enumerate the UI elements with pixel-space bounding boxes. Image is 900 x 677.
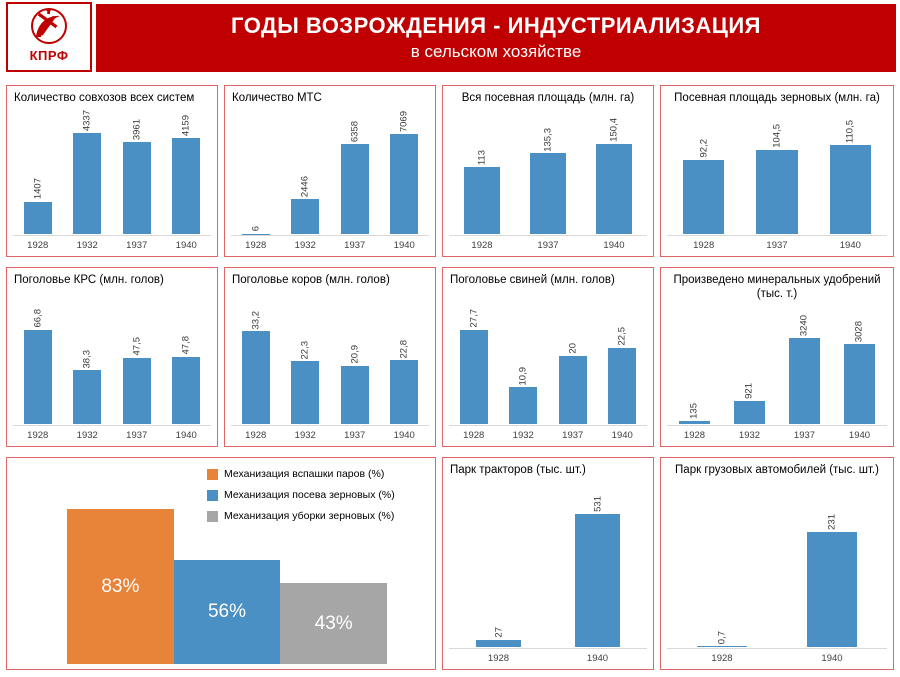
tick-label: 1928 bbox=[463, 430, 485, 441]
chart-title: Посевная площадь зерновых (млн. га) bbox=[674, 92, 880, 104]
bar-group bbox=[548, 312, 598, 424]
chart-mts bbox=[225, 111, 435, 256]
tick-label: 1937 bbox=[562, 430, 584, 441]
chart-title: Количество совхозов всех систем bbox=[14, 92, 195, 104]
slide-header bbox=[0, 0, 900, 76]
axis-line bbox=[13, 235, 211, 236]
axis-line bbox=[449, 648, 647, 649]
bar-value-label: 150,4 bbox=[608, 118, 620, 142]
bar-group bbox=[740, 124, 813, 234]
axis-line bbox=[231, 425, 429, 426]
tick-label: 1932 bbox=[738, 430, 761, 441]
bar-value-label: 66,8 bbox=[32, 309, 43, 328]
chart-title: Произведено минеральных удобрений (тыс. т.) bbox=[673, 274, 881, 301]
axis-line bbox=[231, 235, 429, 236]
bar bbox=[830, 119, 871, 234]
bar bbox=[789, 314, 820, 424]
bar bbox=[683, 139, 724, 234]
bar-value-label: 27,7 bbox=[468, 309, 479, 328]
tick-label: 1940 bbox=[586, 653, 609, 664]
bar bbox=[341, 345, 369, 424]
bar-value-label: 20 bbox=[567, 343, 578, 354]
tick-label: 1937 bbox=[126, 430, 148, 441]
bar-value-label: 4159 bbox=[180, 114, 192, 136]
bar-value-label: 921 bbox=[743, 383, 755, 399]
bar-group bbox=[598, 312, 648, 424]
chart-panel-posevnaya-zerno bbox=[660, 85, 894, 257]
bar bbox=[341, 121, 369, 234]
chart-udobreniya bbox=[661, 314, 893, 446]
tick-label: 1940 bbox=[393, 240, 415, 251]
chart-panel-traktory bbox=[442, 457, 654, 670]
bar-group bbox=[667, 324, 722, 424]
chart-sovkhozy bbox=[7, 110, 217, 256]
chart-posevnaya-vsya bbox=[443, 118, 653, 256]
chart-title: Парк тракторов (тыс. шт.) bbox=[450, 464, 586, 476]
chart-svini bbox=[443, 309, 653, 446]
bar bbox=[172, 336, 200, 424]
tick-label: 1940 bbox=[839, 240, 861, 251]
bar-group bbox=[515, 128, 581, 234]
bar-value-label: 104,5 bbox=[771, 124, 783, 149]
chart-mekhanizaciya bbox=[67, 509, 387, 664]
x-axis-ticks bbox=[449, 651, 647, 666]
tick-label: 1940 bbox=[848, 430, 871, 441]
x-axis-ticks bbox=[667, 428, 887, 443]
chart-panel-mts bbox=[224, 85, 436, 257]
bar-value-label: 1407 bbox=[32, 178, 43, 200]
axis-line bbox=[449, 425, 647, 426]
bar bbox=[291, 176, 319, 234]
kprf-logo bbox=[6, 2, 92, 72]
bar-group bbox=[330, 122, 380, 234]
bar-group bbox=[330, 312, 380, 424]
bar bbox=[679, 403, 710, 424]
bar-value-label: 33,2 bbox=[250, 310, 261, 330]
bar-value-label: 22,5 bbox=[616, 327, 628, 346]
bar-value-label: 113 bbox=[476, 150, 488, 166]
bar-value-label: 47,8 bbox=[180, 336, 192, 355]
bar-group bbox=[112, 119, 162, 234]
tick-label: 1928 bbox=[711, 653, 733, 664]
tick-label: 1928 bbox=[471, 240, 493, 251]
bar-value-label: 531 bbox=[591, 495, 603, 512]
bar bbox=[807, 514, 858, 647]
bar-group bbox=[722, 324, 777, 424]
bar bbox=[67, 509, 174, 664]
bar-value-label: 22,3 bbox=[299, 340, 311, 360]
tick-label: 1940 bbox=[603, 240, 625, 251]
bar-group bbox=[13, 122, 63, 234]
bar-group bbox=[281, 122, 331, 234]
bar bbox=[460, 309, 488, 424]
tick-label: 1932 bbox=[294, 430, 316, 441]
tick-label: 1937 bbox=[793, 430, 816, 441]
tick-label: 1940 bbox=[175, 430, 197, 441]
bar-value-label: 135 bbox=[688, 403, 700, 419]
bar-value-label: 110,5 bbox=[844, 119, 856, 143]
chart-title: Поголовье коров (млн. голов) bbox=[232, 274, 390, 286]
bar-group bbox=[162, 114, 212, 234]
bar bbox=[24, 178, 52, 234]
bar-group bbox=[231, 312, 281, 424]
tick-label: 1928 bbox=[693, 240, 715, 251]
x-axis-ticks bbox=[449, 428, 647, 443]
tick-label: 1932 bbox=[76, 430, 98, 441]
bar-value-label: 231 bbox=[826, 514, 838, 531]
bar-group bbox=[832, 320, 887, 424]
chart-panel-korovy bbox=[224, 267, 436, 447]
bar bbox=[559, 343, 587, 424]
bar-group bbox=[499, 312, 549, 424]
bar-group bbox=[13, 309, 63, 424]
chart-title: Парк грузовых автомобилей (тыс. шт.) bbox=[675, 464, 879, 476]
bar-value-label: 20,9 bbox=[349, 345, 360, 364]
chart-title: Поголовье КРС (млн. голов) bbox=[14, 274, 164, 286]
bar bbox=[596, 118, 633, 234]
bar-value-label: 0,7 bbox=[716, 631, 728, 645]
chart-traktory bbox=[443, 484, 653, 669]
axis-line bbox=[13, 425, 211, 426]
legend-swatch-icon bbox=[207, 490, 218, 501]
bar bbox=[172, 114, 200, 234]
tick-label: 1928 bbox=[245, 430, 267, 441]
hammer-sickle-icon bbox=[26, 7, 72, 47]
bar-group bbox=[548, 492, 647, 647]
bar bbox=[844, 320, 875, 424]
tick-label: 1937 bbox=[766, 240, 788, 251]
bar bbox=[464, 150, 501, 234]
bar-group bbox=[162, 312, 212, 424]
axis-line bbox=[667, 425, 887, 426]
x-axis-ticks bbox=[667, 238, 887, 253]
bar-group bbox=[231, 122, 281, 234]
chart-korovy bbox=[225, 312, 435, 446]
legend-label: Механизация посева зерновых (%) bbox=[224, 489, 395, 501]
tick-label: 1940 bbox=[821, 653, 843, 664]
legend-item bbox=[207, 468, 457, 480]
bar-group bbox=[777, 314, 832, 424]
tick-label: 1932 bbox=[294, 240, 316, 251]
bar bbox=[697, 631, 748, 647]
page-subtitle: в сельском хозяйстве bbox=[410, 41, 582, 61]
bar bbox=[174, 560, 281, 664]
bar-value-label: 92,2 bbox=[697, 139, 709, 158]
bar-group bbox=[112, 312, 162, 424]
x-axis-ticks bbox=[449, 238, 647, 253]
bar-value-label: 27 bbox=[492, 627, 504, 639]
bar bbox=[291, 340, 319, 424]
chart-panel-svini bbox=[442, 267, 654, 447]
legend-label: Механизация уборки зерновых (%) bbox=[224, 510, 395, 522]
tick-label: 1928 bbox=[27, 240, 49, 251]
bar-group bbox=[380, 312, 430, 424]
bar-value-label: 3240 bbox=[798, 314, 810, 336]
legend-swatch-icon bbox=[207, 469, 218, 480]
tick-label: 1928 bbox=[27, 430, 49, 441]
bar-value-label: 3028 bbox=[853, 320, 865, 342]
chart-krs bbox=[7, 309, 217, 446]
bar bbox=[390, 111, 418, 234]
bar-group bbox=[281, 312, 331, 424]
tick-label: 1932 bbox=[76, 240, 98, 251]
bar bbox=[73, 110, 101, 234]
tick-label: 1940 bbox=[175, 240, 197, 251]
bar-group bbox=[814, 119, 887, 234]
bar bbox=[756, 124, 797, 234]
bar bbox=[509, 366, 537, 424]
chart-panel-krs bbox=[6, 267, 218, 447]
legend-label: Механизация вспашки паров (%) bbox=[224, 468, 385, 480]
legend-item bbox=[207, 489, 457, 501]
chart-title: Количество МТС bbox=[232, 92, 322, 104]
chart-title: Вся посевная площадь (млн. га) bbox=[461, 92, 635, 104]
chart-title: Поголовье свиней (млн. голов) bbox=[450, 274, 615, 286]
bar-group bbox=[380, 111, 430, 234]
tick-label: 1937 bbox=[537, 240, 559, 251]
bar-value-label: 56% bbox=[207, 601, 247, 623]
x-axis-ticks bbox=[667, 651, 887, 666]
bar-value-label: 38,3 bbox=[81, 349, 93, 369]
tick-label: 1937 bbox=[344, 430, 366, 441]
bar-group bbox=[67, 509, 174, 664]
chart-gruzoviki bbox=[661, 502, 893, 669]
axis-line bbox=[667, 648, 887, 649]
bar-group bbox=[174, 509, 281, 664]
logo-label: КПРФ bbox=[29, 48, 69, 63]
bar-value-label: 3961 bbox=[131, 119, 142, 141]
bar-group bbox=[449, 128, 515, 234]
bar bbox=[530, 127, 567, 234]
page-title: ГОДЫ ВОЗРОЖДЕНИЯ - ИНДУСТРИАЛИЗАЦИЯ bbox=[231, 13, 761, 39]
bar-value-label: 6358 bbox=[349, 121, 360, 143]
bar-group bbox=[280, 509, 387, 664]
bar-value-label: 47,5 bbox=[131, 337, 142, 356]
chart-posevnaya-zerno bbox=[661, 119, 893, 256]
bar bbox=[242, 310, 270, 424]
bar bbox=[734, 383, 765, 424]
bar-group bbox=[581, 118, 647, 234]
bar-group bbox=[777, 507, 887, 647]
title-banner bbox=[96, 4, 896, 72]
bar bbox=[608, 327, 636, 424]
bar-value-label: 6 bbox=[250, 226, 261, 232]
tick-label: 1937 bbox=[126, 240, 148, 251]
axis-line bbox=[449, 235, 647, 236]
bar bbox=[575, 495, 621, 647]
chart-panel-sovkhozy bbox=[6, 85, 218, 257]
x-axis-ticks bbox=[13, 428, 211, 443]
tick-label: 1928 bbox=[245, 240, 267, 251]
bar bbox=[280, 583, 387, 664]
bar bbox=[24, 309, 52, 424]
bar bbox=[390, 339, 418, 424]
tick-label: 1928 bbox=[487, 653, 510, 664]
bar bbox=[476, 627, 522, 647]
x-axis-ticks bbox=[231, 428, 429, 443]
tick-label: 1940 bbox=[611, 430, 633, 441]
bar-group bbox=[449, 492, 548, 647]
chart-panel-gruzoviki bbox=[660, 457, 894, 670]
tick-label: 1937 bbox=[344, 240, 366, 251]
chart-panel-posevnaya-vsya bbox=[442, 85, 654, 257]
bar-value-label: 22,8 bbox=[398, 339, 410, 359]
bar-group bbox=[449, 309, 499, 424]
bar-value-label: 10,9 bbox=[517, 366, 529, 386]
bar-group bbox=[63, 110, 113, 234]
bar-value-label: 4337 bbox=[81, 110, 93, 132]
x-axis-ticks bbox=[231, 238, 429, 253]
tick-label: 1932 bbox=[512, 430, 534, 441]
x-axis-ticks bbox=[13, 238, 211, 253]
axis-line bbox=[667, 235, 887, 236]
tick-label: 1940 bbox=[393, 430, 415, 441]
bar-value-label: 43% bbox=[314, 612, 353, 634]
bar bbox=[73, 349, 101, 424]
bar-value-label: 7069 bbox=[398, 111, 410, 133]
bar-value-label: 2446 bbox=[299, 176, 311, 198]
bar-value-label: 83% bbox=[101, 575, 140, 597]
bar-group bbox=[667, 507, 777, 647]
bar-group bbox=[667, 128, 740, 234]
bar-value-label: 135,3 bbox=[542, 127, 554, 152]
chart-panel-mekhanizaciya bbox=[6, 457, 436, 670]
chart-panel-udobreniya bbox=[660, 267, 894, 447]
bar-group bbox=[63, 312, 113, 424]
bar bbox=[123, 119, 151, 234]
tick-label: 1928 bbox=[683, 430, 706, 441]
bar bbox=[123, 337, 151, 424]
